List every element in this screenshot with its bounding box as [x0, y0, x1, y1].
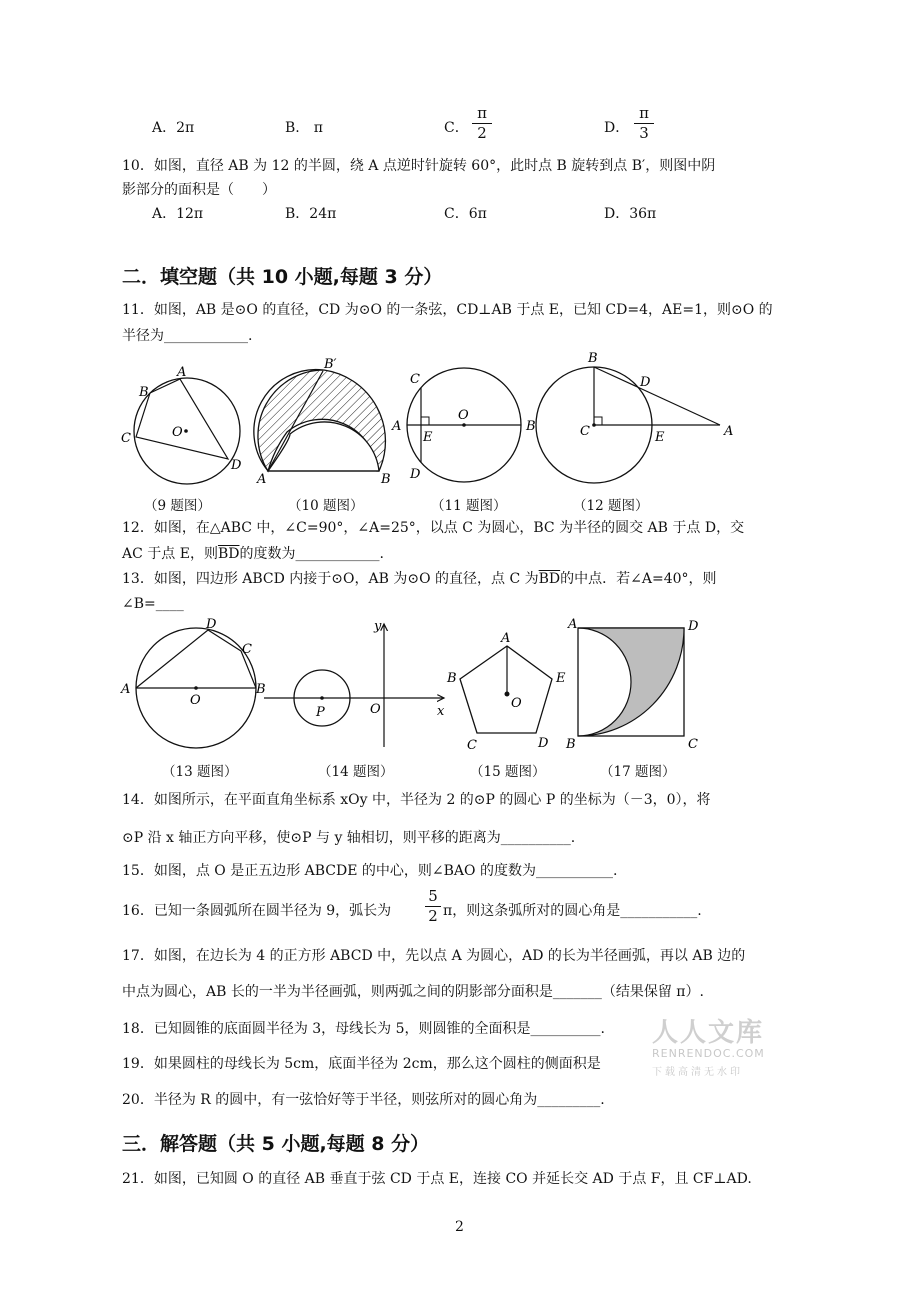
f11-label-a: A — [392, 419, 402, 434]
f10-label-a: A — [257, 472, 267, 487]
f13-label-b: B — [256, 682, 266, 697]
f15-label-o: O — [511, 696, 522, 711]
caption-fig11: （11 题图） — [431, 498, 507, 514]
q10-option-c: C．6π — [444, 206, 487, 222]
q13-line1-post: 的中点．若∠A=40°，则 — [560, 571, 717, 587]
f12-label-c: C — [580, 424, 590, 439]
q12-arc-bd: $\overline{BD}$ — [217, 546, 240, 562]
figure-row-1 — [0, 350, 920, 500]
f14-label-p: P — [316, 705, 325, 720]
caption-fig13: （13 题图） — [162, 764, 238, 780]
q12-line1: 12．如图，在△ABC 中，∠C=90°，∠A=25°，以点 C 为圆心，BC 为半径的圆交 AB 于点 D，交 — [122, 520, 745, 536]
q14-line2: ⊙P 沿 x 轴正方向平移，使⊙P 与 y 轴相切，则平移的距离为__________. — [122, 830, 576, 846]
q16-post: π，则这条弧所对的圆心角是___________. — [443, 903, 702, 919]
f11-label-o: O — [458, 408, 469, 423]
q13-line1-pre: 13．如图，四边形 ABCD 内接于⊙O，AB 为⊙O 的直径，点 C 为 — [122, 571, 539, 587]
q11-line1: 11．如图，AB 是⊙O 的直径，CD 为⊙O 的一条弦，CD⊥AB 于点 E，已知 CD=4，AE=1，则⊙O 的 — [122, 302, 773, 318]
q9-option-d-fraction — [634, 105, 654, 142]
q9-option-d-label: D． — [604, 120, 630, 136]
f13-label-c: C — [242, 642, 252, 657]
f11-label-c: C — [410, 372, 420, 387]
figure-12 — [536, 351, 733, 483]
f17-label-a: A — [568, 617, 578, 632]
q10-option-a: A．12π — [152, 206, 204, 222]
q10-option-d: D．36π — [604, 206, 657, 222]
caption-fig12: （12 题图） — [573, 498, 649, 514]
q21: 21．如图，已知圆 O 的直径 AB 垂直于弦 CD 于点 E，连接 CO 并延长交 AD 于点 F，且 CF⊥AD. — [122, 1171, 752, 1187]
fraction-numerator: 5 — [428, 887, 438, 905]
f11-label-b: B — [526, 419, 536, 434]
f9-label-c: C — [121, 431, 131, 446]
f9-label-a: A — [177, 365, 187, 380]
f15-label-e: E — [556, 671, 566, 686]
q12-line2-pre: AC 于点 E，则 — [122, 546, 218, 562]
fraction-numerator: π — [477, 104, 487, 122]
q13-arc-bd: $\overline{BD}$ — [538, 571, 561, 587]
figure-13 — [120, 617, 266, 748]
fraction-denominator: 3 — [639, 124, 649, 142]
q16-fraction — [425, 888, 441, 925]
f10-label-b: B — [381, 472, 391, 487]
caption-fig10: （10 题图） — [288, 498, 364, 514]
f14-label-x: x — [437, 704, 445, 719]
f15-label-a: A — [501, 631, 511, 646]
f11-label-e: E — [423, 430, 433, 445]
f12-label-a: A — [724, 424, 734, 439]
fraction-denominator: 2 — [428, 907, 438, 925]
q16-pre: 16．已知一条圆弧所在圆半径为 9，弧长为 — [122, 903, 392, 919]
caption-fig15: （15 题图） — [470, 764, 546, 780]
f15-label-d: D — [538, 736, 549, 751]
q17-line1: 17．如图，在边长为 4 的正方形 ABCD 中，先以点 A 为圆心，AD 的长为半径画弧，再以 AB 边的 — [122, 948, 746, 964]
figure-11 — [391, 368, 536, 482]
section3-title: 三．解答题（共 5 小题,每题 8 分） — [122, 1133, 430, 1155]
q11-line2: 半径为____________. — [122, 328, 253, 344]
q19: 19．如果圆柱的母线长为 5cm，底面半径为 2cm，那么这个圆柱的侧面积是 — [122, 1056, 601, 1072]
f17-label-c: C — [688, 737, 698, 752]
figure-9 — [121, 365, 242, 484]
q9-option-b: B. π — [285, 120, 323, 136]
f12-label-e: E — [655, 430, 665, 445]
f13-label-a: A — [121, 682, 131, 697]
fraction-denominator: 2 — [477, 124, 487, 142]
f14-label-o: O — [370, 702, 381, 717]
q18: 18．已知圆锥的底面圆半径为 3，母线长为 5，则圆锥的全面积是__________. — [122, 1021, 605, 1037]
figure-row-2 — [0, 612, 920, 772]
f14-label-y: y — [374, 619, 382, 634]
q13-line1 — [122, 570, 717, 588]
q20: 20．半径为 R 的圆中，有一弦恰好等于半径，则弦所对的圆心角为_________. — [122, 1092, 605, 1108]
q14-line1: 14．如图所示，在平面直角坐标系 xOy 中，半径为 2 的⊙P 的圆心 P 的坐标为（－3，0），将 — [122, 792, 711, 808]
q12-line2 — [122, 545, 384, 563]
q9-option-a: A．2π — [152, 120, 195, 136]
f12-label-b: B — [588, 351, 598, 366]
f17-label-b: B — [566, 737, 576, 752]
f9-label-d: D — [231, 458, 242, 473]
f11-label-d: D — [410, 467, 421, 482]
q9-option-c-fraction — [472, 105, 492, 142]
watermark-slogan: 下载高清无水印 — [652, 1067, 743, 1078]
q13-line2: ∠B=____ — [122, 596, 184, 612]
watermark-url: RENRENDOC.COM — [652, 1047, 765, 1060]
q9-option-c-label: C． — [444, 120, 469, 136]
q10-line1: 10．如图，直径 AB 为 12 的半圆，绕 A 点逆时针旋转 60°，此时点 B 旋转到点 B′，则图中阴 — [122, 158, 716, 174]
caption-fig14: （14 题图） — [318, 764, 394, 780]
q15: 15．如图，点 O 是正五边形 ABCDE 的中心，则∠BAO 的度数为___________. — [122, 863, 618, 879]
f13-label-d: D — [206, 617, 217, 632]
figure-15 — [446, 631, 566, 753]
f15-label-b: B — [447, 671, 457, 686]
q10-line2: 影部分的面积是（ ） — [122, 182, 276, 198]
f15-label-c: C — [467, 738, 477, 753]
f9-label-o: O — [172, 425, 183, 440]
caption-fig9: （9 题图） — [144, 498, 211, 514]
watermark-title: 人人文库 — [652, 1018, 765, 1048]
page-number: 2 — [455, 1219, 464, 1235]
f10-label-bp: B′ — [324, 357, 337, 372]
figure-14 — [264, 619, 445, 747]
f17-label-d: D — [688, 619, 699, 634]
caption-fig17: （17 题图） — [600, 764, 676, 780]
figure-10 — [254, 357, 391, 487]
q17-line2: 中点为圆心，AB 长的一半为半径画弧，则两弧之间的阴影部分面积是_______（结果保留 π）. — [122, 984, 704, 1000]
f9-label-b: B — [139, 385, 149, 400]
fraction-numerator: π — [639, 104, 649, 122]
section2-title: 二．填空题（共 10 小题,每题 3 分） — [122, 266, 443, 288]
f13-label-o: O — [190, 693, 201, 708]
q12-line2-post: 的度数为____________. — [239, 546, 384, 562]
q10-option-b: B．24π — [285, 206, 337, 222]
f12-label-d: D — [640, 375, 651, 390]
figure-17 — [565, 617, 699, 752]
